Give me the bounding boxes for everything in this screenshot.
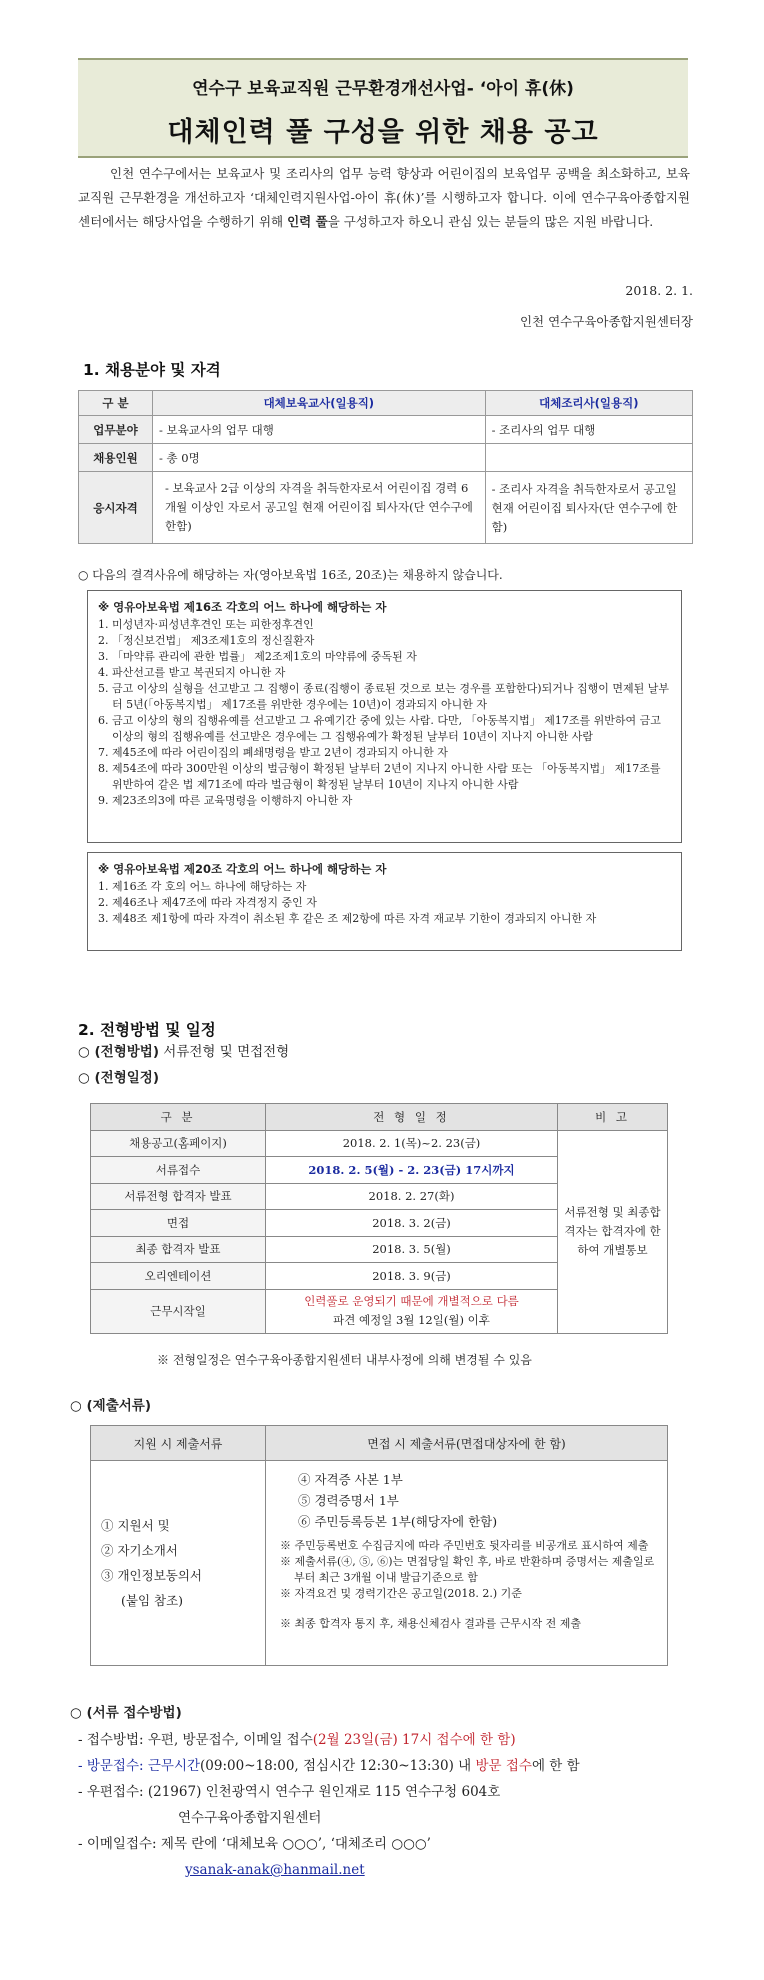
apply-label: ○ (서류 접수방법) bbox=[70, 1705, 182, 1721]
header-cell: 비 고 bbox=[558, 1104, 668, 1131]
header-subtitle: 연수구 보육교직원 근무환경개선사업- ‘아이 휴(休) bbox=[192, 79, 574, 99]
doc-note: ※ 주민등록번호 수집금지에 따라 주민번호 뒷자리를 비공개로 표시하여 제출 bbox=[280, 1539, 649, 1552]
list-item: 2. 「정신보건법」 제3조제1호의 정신질환자 bbox=[98, 634, 315, 647]
doc-note: ※ 최종 합격자 통지 후, 채용신체검사 결과를 근무시작 전 제출 bbox=[280, 1617, 581, 1630]
header-cell: 전 형 일 정 bbox=[266, 1104, 558, 1131]
page-title: 대체인력 풀 구성을 위한 채용 공고 bbox=[167, 117, 599, 148]
method-value: 서류전형 및 면접전형 bbox=[158, 1044, 290, 1060]
doc-item: ③ 개인정보동의서 bbox=[101, 1568, 202, 1583]
intro-paragraph bbox=[78, 162, 690, 234]
doc-item: ④ 자격증 사본 1부 bbox=[298, 1472, 403, 1487]
table-cell: 면접 bbox=[91, 1210, 266, 1237]
list-item: 1. 미성년자·피성년후견인 또는 피한정후견인 bbox=[98, 618, 314, 631]
apply-line-3b: 연수구육아종합지원센터 bbox=[178, 1810, 322, 1826]
table-cell bbox=[485, 444, 692, 472]
start-date-note: 인력풀로 운영되기 때문에 개별적으로 다름 bbox=[304, 1294, 519, 1308]
table-cell: 2018. 3. 5(월) bbox=[266, 1236, 558, 1263]
remark-cell: 서류전형 및 최종합격자는 합격자에 한하여 개별통보 bbox=[558, 1130, 668, 1333]
table-cell: 2018. 2. 5(월) - 2. 23(금) 17시까지 bbox=[266, 1157, 558, 1184]
submit-docs-cell bbox=[91, 1461, 266, 1666]
box-items bbox=[98, 617, 671, 809]
table-cell: 근무시작일 bbox=[91, 1289, 266, 1333]
table-cell: 2018. 2. 1(목)~2. 23(금) bbox=[266, 1130, 558, 1157]
documents-table bbox=[90, 1425, 668, 1666]
apply-deadline: (2월 23일(금) 17시 접수에 한 함) bbox=[312, 1732, 516, 1748]
apply-label-line bbox=[70, 1700, 182, 1726]
apply-line-1 bbox=[78, 1727, 516, 1753]
list-item: 2. 제46조나 제47조에 따라 자격정지 중인 자 bbox=[98, 896, 317, 909]
box-title: ※ 영유아보육법 제20조 각호의 어느 하나에 해당하는 자 bbox=[98, 862, 387, 876]
doc-note: ※ 제출서류(④, ⑤, ⑥)는 면접당일 확인 후, 바로 반환하며 증명서는 제출일로부터 최근 3개월 이내 발급기준으로 함 bbox=[280, 1555, 655, 1584]
box-items bbox=[98, 879, 671, 927]
table-row bbox=[91, 1130, 668, 1157]
list-item: 3. 제48조 제1항에 따라 자격이 취소된 후 같은 조 제2항에 따른 자격 재교부 기한이 경과되지 아니한 자 bbox=[98, 912, 597, 925]
list-item: 6. 금고 이상의 형의 집행유예를 선고받고 그 유예기간 중에 있는 사람. 다만, 「아동복지법」 제17조를 위반하여 금고 이상의 형의 집행유예를 선고받은 경우에는 그 집행유예가 확정된 날부터 10년이 지나지 아니한 사람 bbox=[98, 714, 661, 743]
apply-line-4: - 이메일접수: 제목 란에 ‘대체보육 ○○○’, ‘대체조리 ○○○’ bbox=[78, 1836, 431, 1852]
docs-label: ○ (제출서류) bbox=[70, 1398, 151, 1414]
header-banner bbox=[78, 58, 688, 158]
intro-bold: 인력 풀 bbox=[287, 214, 328, 229]
intro-text-1: 인천 연수구에서는 보육교사 및 조리사의 업무 능력 향상과 어린이집의 보육업무 공백을 최소화하고, 보육교직원 근무환경을 개선하고자 ‘대체인력지원사업-아이 휴(休)’를 시행하고자 합니다. 이에 연수구육아종합지원센터에서는 해당사업을 수행하기 위해 bbox=[78, 166, 690, 229]
notice-date: 2018. 2. 1. bbox=[625, 283, 693, 298]
row-label: 업무분야 bbox=[79, 416, 153, 444]
row-label: 응시자격 bbox=[79, 472, 153, 544]
table-row bbox=[79, 444, 693, 472]
header-cell: 구 분 bbox=[79, 391, 153, 416]
article20-box bbox=[87, 852, 682, 951]
method-label: ○ (전형방법) bbox=[78, 1044, 159, 1060]
header-cell: 구 분 bbox=[91, 1104, 266, 1131]
table-cell: - 보육교사의 업무 대행 bbox=[153, 416, 486, 444]
header-cell: 대체보육교사(일용직) bbox=[153, 391, 486, 416]
header-cell: 대체조리사(일용직) bbox=[485, 391, 692, 416]
interview-docs-cell bbox=[266, 1461, 668, 1666]
table-header-row bbox=[91, 1426, 668, 1461]
doc-item: ⑤ 경력증명서 1부 bbox=[298, 1493, 399, 1508]
list-item: 4. 파산선고를 받고 복권되지 아니한 자 bbox=[98, 666, 286, 679]
apply-method: - 접수방법: 우편, 방문접수, 이메일 접수 bbox=[78, 1732, 313, 1748]
schedule-label: ○ (전형일정) bbox=[78, 1070, 159, 1086]
table-cell: - 총 0명 bbox=[153, 444, 486, 472]
email-link[interactable]: ysanak-anak@hanmail.net bbox=[185, 1862, 365, 1878]
table-cell: 최종 합격자 발표 bbox=[91, 1236, 266, 1263]
box-title: ※ 영유아보육법 제16조 각호의 어느 하나에 해당하는 자 bbox=[98, 600, 387, 614]
header-cell: 지원 시 제출서류 bbox=[91, 1426, 266, 1461]
doc-item: ① 지원서 및 bbox=[101, 1518, 170, 1533]
list-item: 1. 제16조 각 호의 어느 하나에 해당하는 자 bbox=[98, 880, 307, 893]
table-cell: - 보육교사 2급 이상의 자격을 취득한자로서 어린이집 경력 6개월 이상인 자로서 공고일 현재 어린이집 퇴사자(단 연수구에 한함) bbox=[153, 472, 486, 544]
table-cell: 서류전형 합격자 발표 bbox=[91, 1183, 266, 1210]
visit-emph: 방문 접수 bbox=[475, 1758, 532, 1774]
visit-hours: (09:00~18:00, 점심시간 12:30~13:30) 내 bbox=[200, 1758, 476, 1774]
list-item: 9. 제23조의3에 따른 교육명령을 이행하지 아니한 자 bbox=[98, 794, 353, 807]
table-cell bbox=[266, 1289, 558, 1333]
table-cell: 2018. 3. 9(금) bbox=[266, 1263, 558, 1290]
table-header-row bbox=[91, 1104, 668, 1131]
recruit-table bbox=[78, 390, 693, 544]
article16-box bbox=[87, 590, 682, 843]
schedule-label-line bbox=[78, 1065, 159, 1091]
table-cell: - 조리사 자격을 취득한자로서 공고일 현재 어린이집 퇴사자(단 연수구에 한함) bbox=[485, 472, 692, 544]
visit-end: 에 한 함 bbox=[531, 1758, 580, 1774]
schedule-note: ※ 전형일정은 연수구육아종합지원센터 내부사정에 의해 변경될 수 있음 bbox=[157, 1353, 532, 1367]
schedule-table bbox=[90, 1103, 668, 1334]
doc-item: ⑥ 주민등록등본 1부(해당자에 한함) bbox=[298, 1514, 498, 1529]
table-row bbox=[79, 416, 693, 444]
section1-title: 1. 채용분야 및 자격 bbox=[83, 361, 221, 379]
table-cell: 서류접수 bbox=[91, 1157, 266, 1184]
list-item: 7. 제45조에 따라 어린이집의 폐쇄명령을 받고 2년이 경과되지 아니한 자 bbox=[98, 746, 448, 759]
doc-note: ※ 자격요건 및 경력기간은 공고일(2018. 2.) 기준 bbox=[280, 1587, 522, 1600]
row-label: 채용인원 bbox=[79, 444, 153, 472]
table-cell: 2018. 3. 2(금) bbox=[266, 1210, 558, 1237]
table-cell: 오리엔테이션 bbox=[91, 1263, 266, 1290]
section2-title: 2. 전형방법 및 일정 bbox=[78, 1021, 216, 1039]
apply-line-3: - 우편접수: (21967) 인천광역시 연수구 원인재로 115 연수구청 604호 bbox=[78, 1784, 501, 1800]
table-row bbox=[91, 1461, 668, 1666]
header-cell: 면접 시 제출서류(면접대상자에 한 함) bbox=[266, 1426, 668, 1461]
table-header-row bbox=[79, 391, 693, 416]
list-item: 3. 「마약류 관리에 관한 법률」 제2조제1호의 마약류에 중독된 자 bbox=[98, 650, 417, 663]
intro-text-2: 을 구성하고자 하오니 관심 있는 분들의 많은 지원 바랍니다. bbox=[327, 214, 654, 229]
table-cell: 채용공고(홈페이지) bbox=[91, 1130, 266, 1157]
issuer: 인천 연수구육아종합지원센터장 bbox=[519, 314, 693, 329]
list-item: 8. 제54조에 따라 300만원 이상의 벌금형이 확정된 날부터 2년이 지나지 아니한 사람 또는 「아동복지법」 제17조를 위반하여 같은 법 제71조에 따라 벌금형이 확정된 날부터 10년이 지나지 아니한 사람 bbox=[98, 762, 661, 791]
doc-item: (붙임 참조) bbox=[121, 1593, 184, 1608]
table-cell: - 조리사의 업무 대행 bbox=[485, 416, 692, 444]
doc-item: ② 자기소개서 bbox=[101, 1543, 178, 1558]
list-item: 5. 금고 이상의 실형을 선고받고 그 집행이 종료(집행이 종료된 것으로 보는 경우를 포함한다)되거나 집행이 면제된 날부터 5년(「아동복지법」 제17조를 위반한 경우에는 10년)이 경과되지 아니한 자 bbox=[98, 682, 669, 711]
method-line bbox=[78, 1039, 289, 1065]
table-cell: 2018. 2. 27(화) bbox=[266, 1183, 558, 1210]
apply-line-2 bbox=[78, 1753, 580, 1779]
disqualification-note: ○ 다음의 결격사유에 해당하는 자(영아보육법 16조, 20조)는 채용하지 않습니다. bbox=[78, 568, 503, 582]
visit-label: - 방문접수: 근무시간 bbox=[78, 1758, 201, 1774]
table-row bbox=[79, 472, 693, 544]
docs-label-line bbox=[70, 1393, 151, 1419]
start-date-value: 파견 예정일 3월 12일(월) 이후 bbox=[333, 1313, 490, 1327]
